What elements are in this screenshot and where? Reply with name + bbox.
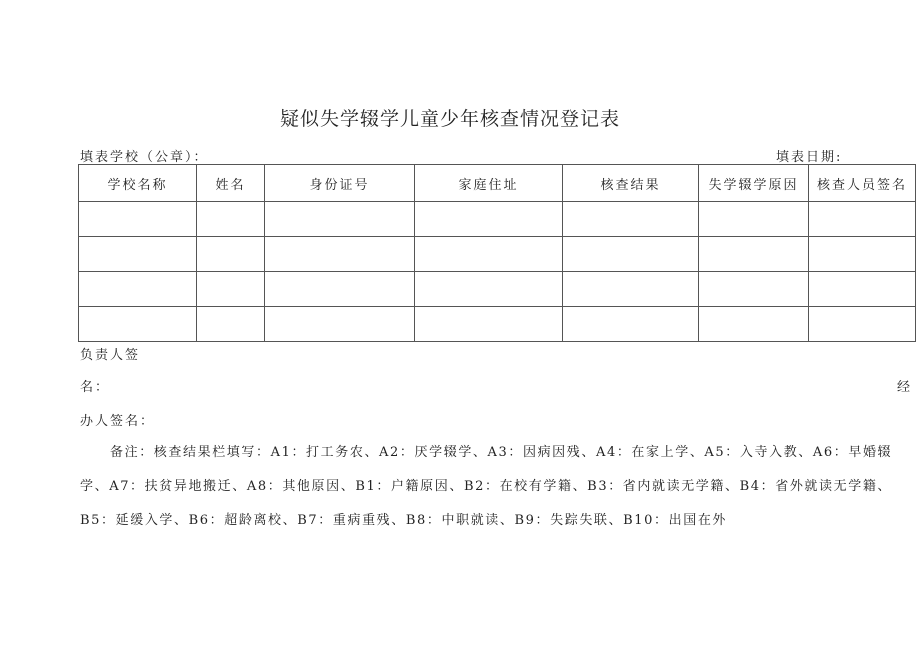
table-cell <box>699 237 809 272</box>
table-cell <box>809 272 916 307</box>
table-cell <box>563 202 699 237</box>
table-cell <box>197 272 265 307</box>
header-school-name: 学校名称 <box>79 165 197 202</box>
table-cell <box>79 202 197 237</box>
table-cell <box>265 272 415 307</box>
table-cell <box>415 272 563 307</box>
table-cell <box>197 237 265 272</box>
header-inspector-signature: 核查人员签名 <box>809 165 916 202</box>
table-cell <box>415 202 563 237</box>
date-label: 填表日期: <box>776 150 843 165</box>
header-name: 姓名 <box>197 165 265 202</box>
table-row <box>79 202 916 237</box>
registration-table <box>78 164 916 342</box>
header-result: 核查结果 <box>563 165 699 202</box>
handler-signature-label: 办人签名： <box>80 414 156 429</box>
table-cell <box>699 307 809 342</box>
table-cell <box>563 272 699 307</box>
form-title: 疑似失学辍学儿童少年核查情况登记表 <box>279 108 620 130</box>
table-cell <box>415 237 563 272</box>
header-address: 家庭住址 <box>415 165 563 202</box>
table-cell <box>197 202 265 237</box>
handler-signature-label-start: 经 <box>897 380 913 395</box>
table-row <box>79 272 916 307</box>
table-row <box>79 307 916 342</box>
table-cell <box>265 202 415 237</box>
table-cell <box>415 307 563 342</box>
table-cell <box>563 307 699 342</box>
table-cell <box>699 202 809 237</box>
principal-signature-label: 负责人签 <box>80 348 141 363</box>
table-cell <box>809 202 916 237</box>
table-cell <box>809 307 916 342</box>
table-cell <box>197 307 265 342</box>
table-cell <box>79 237 197 272</box>
header-id-number: 身份证号 <box>265 165 415 202</box>
school-label: 填表学校（公章）： <box>80 150 209 165</box>
table-cell <box>699 272 809 307</box>
remarks-note: 备注：核查结果栏填写：A1：打工务农、A2：厌学辍学、A3：因病因残、A4：在家上学、A5：入寺入教、A6：早婚辍学、A7：扶贫异地搬迁、A8：其他原因、B1：户籍原因、B2：在校有学籍、B3：省内就读无学籍、B4：省外就读无学籍、B5：延缓入学、B6：超龄离校、B7：重病重残、B8：中职就读、B9：失踪失联、B10：出国在外 <box>80 445 893 528</box>
table-cell <box>809 237 916 272</box>
table-cell <box>563 237 699 272</box>
table-cell <box>79 307 197 342</box>
table-cell <box>265 237 415 272</box>
table-row <box>79 237 916 272</box>
table-header-row <box>79 165 916 202</box>
table-cell <box>265 307 415 342</box>
header-reason: 失学辍学原因 <box>699 165 809 202</box>
principal-signature-label-end: 名： <box>80 380 111 395</box>
table-cell <box>79 272 197 307</box>
